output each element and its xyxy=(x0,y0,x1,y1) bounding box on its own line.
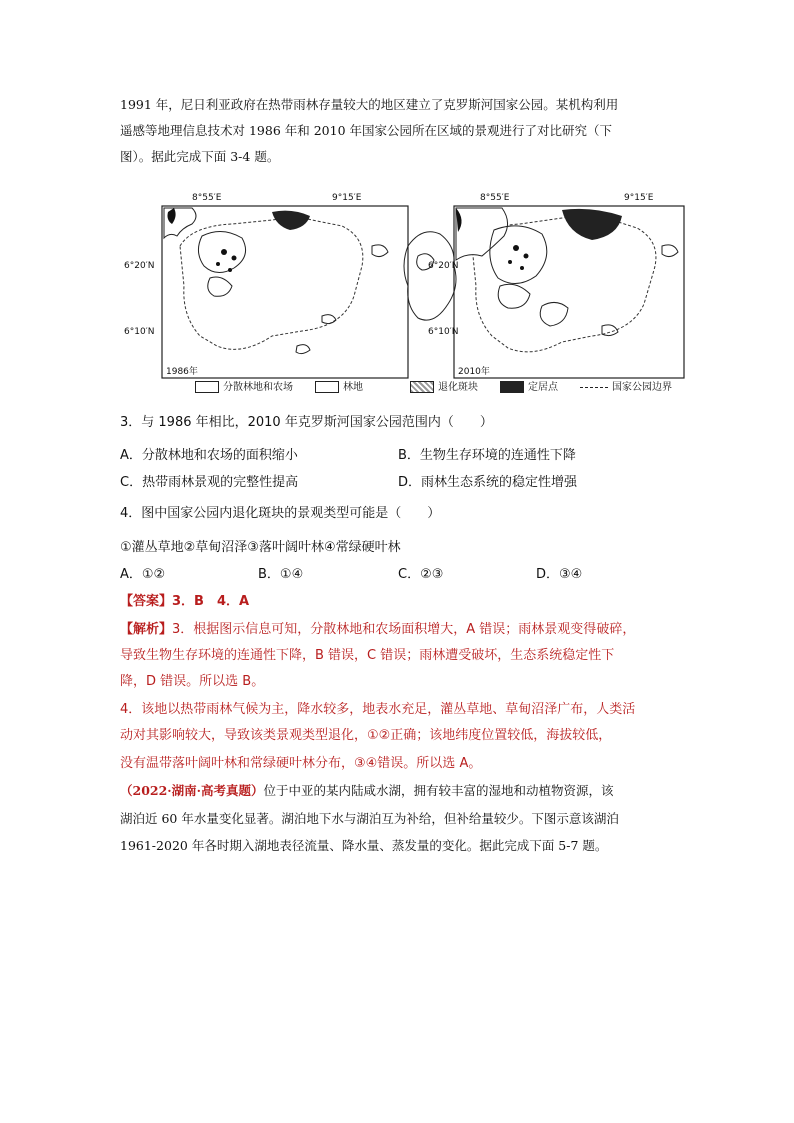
patch-1986-c xyxy=(322,315,336,324)
patch-2010-e xyxy=(662,245,678,257)
legend-item-scattered-forest: 分散林地和农场 xyxy=(195,380,293,396)
question-4-stem: 4．图中国家公园内退化斑块的景观类型可能是（ ） xyxy=(120,506,441,521)
settlement-2010-a xyxy=(562,209,622,240)
settlement-dot-1986-c xyxy=(216,262,220,266)
left-lat1-label: 6°20′N xyxy=(124,261,155,271)
intro-line-1: 1991 年，尼日利亚政府在热带雨林存量较大的地区建立了克罗斯河国家公园。某机构利用 xyxy=(120,97,619,112)
answer-label: 【答案】 xyxy=(120,594,173,609)
left-lat2-label: 6°10′N xyxy=(124,327,155,337)
analysis-line-2: 导致生物生存环境的连通性下降，B 错误，C 错误；雨林遭受破坏，生态系统稳定性下 xyxy=(120,648,615,663)
legend-item-forest: 林地 xyxy=(315,380,363,396)
legend-item-boundary: 国家公园边界 xyxy=(580,380,672,396)
empty-box-icon xyxy=(315,381,339,393)
analysis-line-5: 动对其影响较大，导致该类景观类型退化，①②正确；该地纬度位置较低，海拔较低， xyxy=(120,728,612,743)
analysis-line-6: 没有温带落叶阔叶林和常绿硬叶林分布，③④错误。所以选 A。 xyxy=(120,756,482,771)
forest-patch-2010-b xyxy=(498,284,530,308)
right-year-label: 2010年 xyxy=(458,367,490,377)
legend-item-settlement: 定居点 xyxy=(500,380,558,396)
map-legend xyxy=(195,380,695,398)
right-lon1-label: 8°55′E xyxy=(480,193,510,203)
empty-box-icon xyxy=(195,381,219,393)
analysis-line-1: 【解析】3．根据图示信息可知，分散林地和农场面积增大，A 错误；雨林景观变得破碎， xyxy=(120,622,636,637)
right-lon2-label: 9°15′E xyxy=(624,193,654,203)
next-passage-line-1: （2022·湖南·高考真题）位于中亚的某内陆咸水湖，拥有较丰富的湿地和动植物资源，该 xyxy=(120,783,614,798)
analysis-line-3: 降，D 错误。所以选 B。 xyxy=(120,674,265,689)
map-left-frame xyxy=(162,206,408,378)
park-boundary-1986 xyxy=(180,218,363,349)
legend-item-degraded: 退化斑块 xyxy=(410,380,478,396)
settlement-1986-a xyxy=(272,211,310,230)
patch-1986-e xyxy=(372,245,388,257)
q3-option-c: C．热带雨林景观的完整性提高 xyxy=(120,475,299,490)
dashed-line-icon xyxy=(580,387,608,388)
left-lon2-label: 9°15′E xyxy=(332,193,362,203)
answer-text: 3．B 4．A xyxy=(172,594,250,609)
settlement-dot-2010-b xyxy=(524,254,529,259)
next-source: （2022·湖南·高考真题） xyxy=(120,783,264,798)
left-year-label: 1986年 xyxy=(166,367,198,377)
settlement-dot-2010-a xyxy=(513,245,519,251)
q4-option-c: C．②③ xyxy=(398,567,444,582)
intro-line-3: 图）。据此完成下面 3-4 题。 xyxy=(120,149,280,164)
landscape-comparison-map xyxy=(122,186,692,398)
forest-patch-1986-b xyxy=(208,277,232,296)
settlement-dot-1986-b xyxy=(232,256,237,261)
q3-option-a: A．分散林地和农场的面积缩小 xyxy=(120,448,298,463)
settlement-dot-2010-d xyxy=(520,266,524,270)
next-passage-line-2: 湖泊近 60 年水量变化显著。湖泊地下水与湖泊互为补给，但补给量较少。下图示意该湖泊 xyxy=(120,811,619,826)
next-passage-line-3: 1961-2020 年各时期入湖地表径流量、降水量、蒸发量的变化。据此完成下面 5-7 题。 xyxy=(120,838,608,853)
hatched-box-icon xyxy=(410,381,434,393)
patch-2010-c xyxy=(540,302,568,326)
settlement-dot-1986-d xyxy=(228,268,232,272)
q3-option-b: B．生物生存环境的连通性下降 xyxy=(398,448,576,463)
q4-option-a: A．①② xyxy=(120,567,166,582)
q4-option-d: D．③④ xyxy=(536,567,583,582)
farm-patch-2010 xyxy=(456,208,508,260)
question-3-stem: 3．与 1986 年相比，2010 年克罗斯河国家公园范围内（ ） xyxy=(120,415,493,430)
black-dots-box-icon xyxy=(500,381,524,393)
intro-line-2: 遥感等地理信息技术对 1986 年和 2010 年国家公园所在区域的景观进行了对比研究（下 xyxy=(120,123,613,138)
middle-region-outline xyxy=(404,232,459,320)
analysis-label: 【解析】 xyxy=(120,622,173,637)
q4-option-b: B．①④ xyxy=(258,567,304,582)
q4-items: ①灌丛草地②草甸沼泽③落叶阔叶林④常绿硬叶林 xyxy=(120,540,401,555)
right-lat2-label: 6°10′N xyxy=(428,327,459,337)
left-lon1-label: 8°55′E xyxy=(192,193,222,203)
analysis-line-4: 4．该地以热带雨林气候为主，降水较多，地表水充足，灌丛草地、草甸沼泽广布，人类活 xyxy=(120,702,636,717)
settlement-dot-1986-a xyxy=(221,249,227,255)
settlement-dot-2010-c xyxy=(508,260,512,264)
patch-1986-d xyxy=(296,345,310,354)
q3-option-d: D．雨林生态系统的稳定性增强 xyxy=(398,475,578,490)
right-lat1-label: 6°20′N xyxy=(428,261,459,271)
answer-line xyxy=(120,592,249,612)
